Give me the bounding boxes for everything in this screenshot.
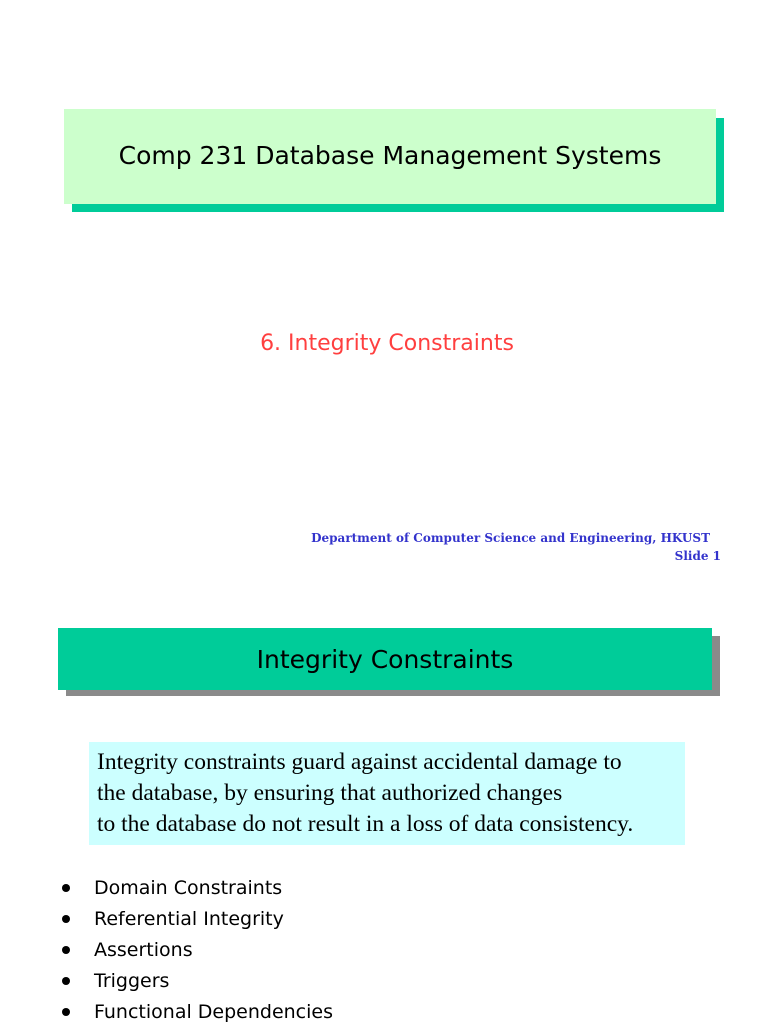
list-item — [62, 934, 333, 965]
bullet-icon — [62, 946, 70, 954]
lecture-subtitle: 6. Integrity Constraints — [260, 331, 514, 356]
list-item-label: Assertions — [94, 938, 193, 961]
list-item-label: Referential Integrity — [94, 907, 284, 930]
header-box — [58, 628, 712, 690]
list-item-label: Triggers — [94, 969, 170, 992]
definition-box — [89, 742, 685, 845]
bullet-list — [62, 872, 333, 1027]
list-item — [62, 903, 333, 934]
list-item-label: Domain Constraints — [94, 876, 283, 899]
footer-department: Department of Computer Science and Engineering, HKUST — [311, 531, 710, 545]
bullet-icon — [62, 977, 70, 985]
title-box — [64, 109, 716, 204]
definition-line: to the database do not result in a loss of data consistency. — [97, 811, 634, 837]
definition-line: the database, by ensuring that authorized changes — [97, 780, 563, 806]
list-item — [62, 965, 333, 996]
bullet-icon — [62, 1008, 70, 1016]
list-item — [62, 996, 333, 1027]
footer-slide-number: Slide 1 — [674, 549, 721, 563]
list-item-label: Functional Dependencies — [94, 1000, 333, 1023]
definition-line: Integrity constraints guard against accidental damage to — [97, 749, 622, 775]
slide-2 — [0, 600, 768, 1024]
bullet-icon — [62, 915, 70, 923]
course-title: Comp 231 Database Management Systems — [118, 141, 662, 170]
slide-header: Integrity Constraints — [256, 644, 514, 674]
bullet-icon — [62, 884, 70, 892]
list-item — [62, 872, 333, 903]
